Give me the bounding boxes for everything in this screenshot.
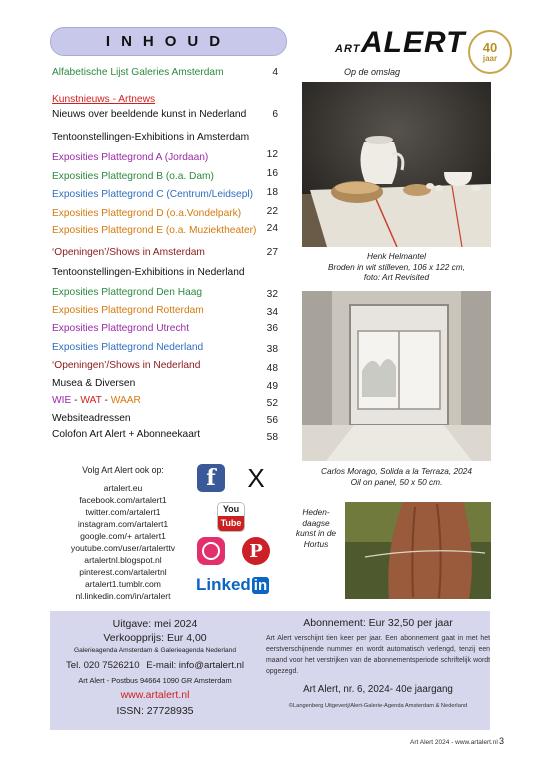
follow-link[interactable]: artalert.eu (103, 483, 143, 493)
website-link[interactable]: www.artalert.nl (120, 689, 190, 701)
toc-label: Musea & Diversen (52, 378, 136, 389)
toc-label: Exposities Plattegrond A (Jordaan) (52, 152, 209, 163)
youtube-icon[interactable] (217, 502, 245, 532)
toc-item[interactable] (52, 341, 278, 354)
toc-page: 18 (266, 187, 278, 198)
toc-page: 6 (272, 109, 278, 120)
follow-link[interactable]: instagram.com/artalert1 (77, 519, 169, 529)
toc-wie: WIE (52, 395, 72, 406)
follow-link[interactable]: youtube.com/user/artalerttv (70, 543, 176, 553)
publisher: Galerieagenda Amsterdam & Galerieagenda Nederland (73, 647, 236, 654)
toc-label: Exposities Plattegrond C (Centrum/Leidsepl) (52, 189, 254, 200)
toc-item[interactable] (52, 108, 278, 121)
follow-links (68, 464, 178, 602)
caption-line: foto: Art Revisited (363, 272, 430, 282)
toc-page: 12 (266, 149, 278, 160)
toc-page: 27 (266, 247, 278, 258)
follow-link[interactable]: twitter.com/artalert1 (85, 507, 161, 517)
linkedin-icon[interactable] (196, 575, 269, 595)
caption-pic2 (300, 466, 493, 487)
toc-label: Tentoonstellingen-Exhibitions in Amsterdam (52, 132, 250, 143)
toc-page: 4 (272, 67, 278, 78)
youtube-icon-top: You (218, 503, 244, 516)
facebook-icon[interactable]: f (197, 464, 225, 492)
still-life-illustration (302, 82, 491, 247)
toc-waar: WAAR (110, 395, 141, 406)
toc-label: Websiteadressen (52, 413, 131, 424)
issn: ISSN: 27728935 (116, 705, 194, 717)
toc-heading (52, 131, 278, 144)
follow-link[interactable]: nl.linkedin.com/in/artalert (75, 591, 171, 601)
toc-page: 48 (266, 363, 278, 374)
caption-line: Heden- (302, 507, 330, 517)
email[interactable]: E-mail: info@artalert.nl (146, 660, 244, 671)
linkedin-in: in (253, 576, 268, 594)
phone: Tel. 020 7526210 (65, 660, 140, 671)
toc-label: Alfabetische Lijst Galeries Amsterdam (52, 67, 224, 78)
cover-label: Op de omslag (344, 67, 401, 77)
toc-label: Exposities Plattegrond D (o.a.Vondelpark) (52, 208, 242, 219)
follow-link[interactable]: google.com/+ artalert1 (80, 531, 166, 541)
instagram-icon[interactable] (197, 537, 225, 565)
toc-item[interactable] (52, 322, 278, 335)
copyright: ©Langenberg Uitgeverij/Alert-Galerie-Agenda Amsterdam & Nederland (288, 703, 468, 709)
cover-painting-image (302, 82, 491, 247)
toc-page: 52 (266, 398, 278, 409)
badge-word: jaar (482, 53, 498, 63)
issue-line: Art Alert, nr. 6, 2024- 40e jaargang (303, 684, 453, 695)
toc-page: 56 (266, 415, 278, 426)
toc-item[interactable] (52, 246, 278, 259)
badge-number: 40 (482, 39, 498, 55)
toc-item[interactable] (52, 224, 278, 237)
toc-label: Exposities Plattegrond E (o.a. Muziektheater) (52, 225, 257, 236)
toc-item[interactable] (52, 93, 278, 106)
follow-heading: Volg Art Alert ook op: (82, 465, 164, 475)
caption-line: Henk Helmantel (366, 251, 427, 261)
section-title: INHOUD (50, 27, 287, 56)
toc-item[interactable] (52, 66, 278, 79)
caption-pic3 (290, 507, 342, 549)
follow-link[interactable]: artalertnl.blogspot.nl (84, 555, 162, 565)
caption-line: Carlos Morago, Solida a la Terraza, 2024 (321, 466, 472, 476)
contact-line (50, 660, 260, 671)
toc-item[interactable] (52, 304, 278, 317)
toc-item[interactable] (52, 286, 278, 299)
price: Verkoopprijs: Eur 4,00 (103, 632, 207, 644)
toc-item[interactable] (52, 394, 278, 407)
youtube-icon-bottom: Tube (218, 516, 244, 531)
toc-label: ‘Openingen’/Shows in Amsterdam (52, 247, 205, 258)
toc-label: Exposities Plattegrond Den Haag (52, 287, 203, 298)
edition: Uitgave: mei 2024 (112, 618, 198, 630)
toc-page: 38 (266, 344, 278, 355)
toc-item[interactable] (52, 188, 278, 201)
tree-illustration (345, 502, 491, 599)
toc-sep: - (101, 395, 111, 406)
toc-page: 49 (266, 381, 278, 392)
toc-label: Kunstnieuws - Artnews (52, 94, 156, 105)
toc-label: Exposities Plattegrond Nederland (52, 342, 204, 353)
toc-item[interactable] (52, 207, 278, 220)
follow-link[interactable]: facebook.com/artalert1 (79, 495, 167, 505)
toc-page: 22 (266, 206, 278, 217)
pinterest-icon[interactable]: P (242, 537, 270, 565)
caption-line: daagse (302, 517, 330, 528)
caption-line: kunst in de (295, 528, 337, 538)
linkedin-text: Linked (196, 575, 251, 594)
toc-label: Exposities Plattegrond B (o.a. Dam) (52, 171, 214, 182)
toc-page: 58 (266, 432, 278, 443)
interior-illustration (302, 291, 491, 461)
postbus: Art Alert - Postbus 94664 1090 GR Amsterdam (78, 676, 232, 685)
hortus-tree-image (345, 502, 491, 599)
toc-item[interactable] (52, 377, 278, 390)
page-number: 3 (499, 736, 505, 746)
toc-sep: - (71, 395, 81, 406)
toc-item[interactable] (52, 359, 278, 372)
x-twitter-icon[interactable]: X (242, 464, 270, 492)
toc-label: Exposities Plattegrond Rotterdam (52, 305, 204, 316)
logo-alert: ALERT (361, 26, 466, 59)
toc-page: 34 (266, 307, 278, 318)
toc-heading (52, 266, 278, 279)
follow-link[interactable]: pinterest.com/artalertnl (79, 567, 167, 577)
toc-item[interactable] (52, 151, 278, 164)
toc-page: 16 (266, 168, 278, 179)
caption-line: Broden in wit stilleven, 106 x 122 cm, (328, 261, 465, 272)
toc-item[interactable] (52, 170, 278, 183)
toc-item[interactable] (52, 428, 278, 441)
subscription-body: Art Alert verschijnt tien keer per jaar. Een abonnement gaat in met het eerstverschijnende nummer en wordt automatisch verlengd, tenzij een maand voor het verstrijken van de abonnementsperiode schriftelijk wordt opgezegd. (266, 635, 490, 675)
interior-painting-image (302, 291, 491, 461)
instagram-icon-lens (202, 542, 220, 560)
toc-item[interactable] (52, 412, 278, 425)
toc-page: 32 (266, 289, 278, 300)
toc-page: 36 (266, 323, 278, 334)
toc-page: 24 (266, 223, 278, 234)
anniversary-badge (468, 30, 512, 74)
toc-label: Nieuws over beeldende kunst in Nederland (52, 109, 247, 120)
footer-text: Art Alert 2024 - www.artalert.nl (410, 739, 498, 746)
caption-line: Oil on panel, 50 x 50 cm. (350, 476, 443, 487)
subscription-heading: Abonnement: Eur 32,50 per jaar (303, 617, 453, 629)
follow-link[interactable]: artalert1.tumblr.com (85, 579, 161, 589)
caption-pic1 (300, 251, 493, 283)
toc-label: ‘Openingen’/Shows in Nederland (52, 360, 201, 371)
toc-label: Tentoonstellingen-Exhibitions in Nederland (52, 267, 245, 278)
caption-line: Hortus (303, 538, 329, 549)
logo-art: ART (335, 43, 361, 55)
toc-label: Exposities Plattegrond Utrecht (52, 323, 190, 334)
toc-label: Colofon Art Alert + Abonneekaart (52, 429, 201, 440)
toc-wat: WAT (80, 395, 102, 406)
